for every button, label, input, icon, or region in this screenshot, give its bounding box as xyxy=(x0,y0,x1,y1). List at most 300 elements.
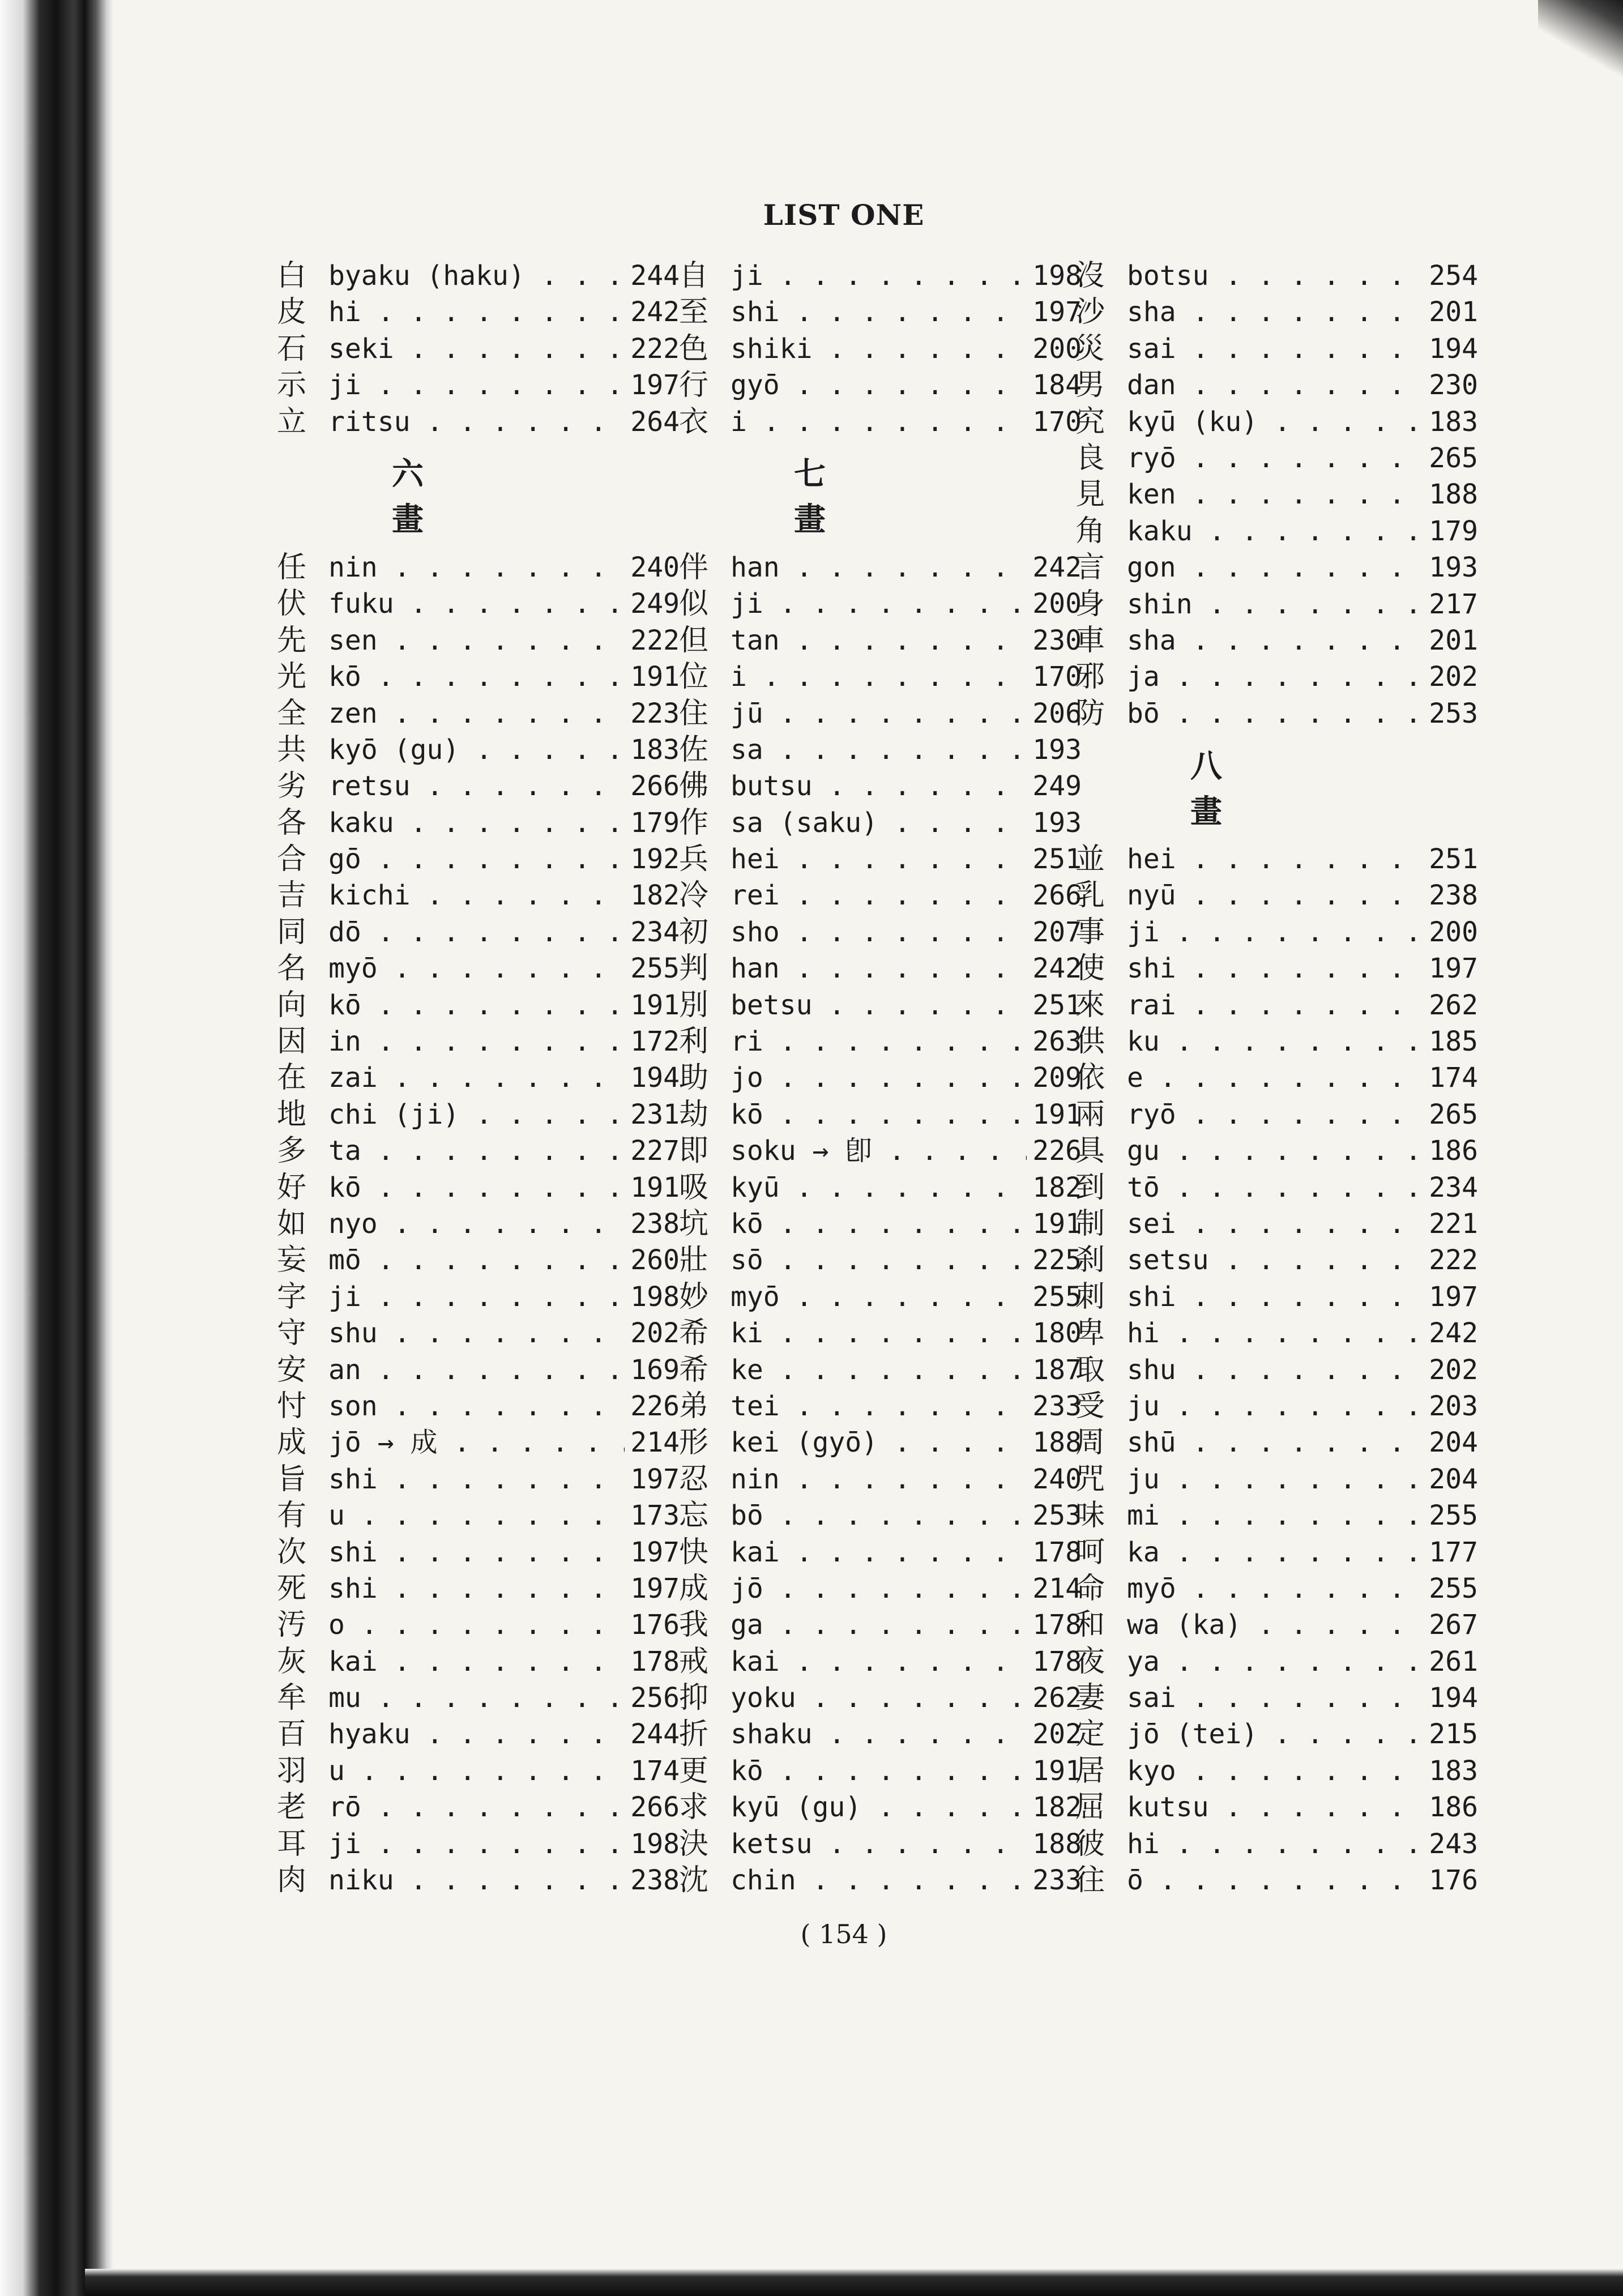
index-entry xyxy=(674,1096,1082,1133)
index-entry xyxy=(674,1680,1082,1716)
entry-page-ref: 191 xyxy=(1027,1753,1082,1789)
entry-reading: kō . . . xyxy=(328,987,680,1023)
entry-page-ref: 240 xyxy=(1027,1461,1082,1497)
entry-reading: jō (tei) . . . xyxy=(1127,1716,1478,1752)
index-entry xyxy=(272,1060,680,1096)
index-column-1 xyxy=(272,258,680,1898)
index-entry xyxy=(1070,1607,1478,1643)
entry-page-ref: 221 xyxy=(1423,1206,1478,1242)
index-entry xyxy=(674,877,1082,914)
entry-reading: sai . . . xyxy=(1127,1680,1478,1716)
entry-kanji: 百 xyxy=(276,1717,306,1752)
index-entry xyxy=(272,1716,680,1752)
entry-reading: sen . . . xyxy=(328,622,680,659)
entry-reading: in . . . xyxy=(328,1023,680,1060)
entry-page-ref: 267 xyxy=(1423,1607,1478,1643)
index-entry xyxy=(674,1424,1082,1461)
entry-page-ref: 223 xyxy=(625,695,680,732)
entry-kanji: 角 xyxy=(1075,514,1105,548)
entry-page-ref: 209 xyxy=(1027,1060,1082,1096)
index-entry xyxy=(1070,877,1478,914)
entry-page-ref: 194 xyxy=(1423,1680,1478,1716)
index-entry xyxy=(1070,1315,1478,1351)
entry-kanji: 似 xyxy=(678,587,708,621)
entry-page-ref: 249 xyxy=(1027,768,1082,804)
entry-kanji: 共 xyxy=(276,732,306,767)
entry-page-ref: 266 xyxy=(1027,877,1082,914)
entry-kanji: 兵 xyxy=(678,842,708,877)
index-entry xyxy=(674,1315,1082,1351)
entry-page-ref: 242 xyxy=(625,294,680,330)
index-entry xyxy=(272,877,680,914)
entry-page-ref: 191 xyxy=(1027,1206,1082,1242)
entry-reading: kyō (gu) . . . xyxy=(328,732,680,768)
index-entry xyxy=(272,695,680,732)
entry-reading: ga . . . xyxy=(731,1607,1082,1643)
index-entry xyxy=(1070,1170,1478,1206)
entry-page-ref: 179 xyxy=(625,805,680,841)
entry-reading: hi . . . xyxy=(328,294,680,330)
index-entry xyxy=(674,732,1082,768)
entry-kanji: 牟 xyxy=(276,1681,306,1715)
entry-reading: shu . . . xyxy=(1127,1352,1478,1388)
index-entry xyxy=(1070,1789,1478,1825)
entry-kanji: 咒 xyxy=(1075,1462,1105,1496)
entry-kanji: 次 xyxy=(276,1535,306,1569)
index-entry xyxy=(272,1206,680,1242)
entry-kanji: 和 xyxy=(1075,1608,1105,1642)
entry-reading: hi . . . xyxy=(1127,1826,1478,1862)
entry-kanji: 我 xyxy=(678,1608,708,1642)
entry-reading: kei (gyō) . . . xyxy=(731,1424,1082,1461)
entry-page-ref: 234 xyxy=(1423,1170,1478,1206)
entry-kanji: 供 xyxy=(1075,1025,1105,1059)
entry-reading: kō . . . xyxy=(731,1753,1082,1789)
entry-page-ref: 201 xyxy=(1423,294,1478,330)
entry-reading: shi . . . xyxy=(1127,1279,1478,1315)
entry-page-ref: 206 xyxy=(1027,695,1082,732)
index-entry xyxy=(674,1716,1082,1752)
entry-page-ref: 170 xyxy=(1027,404,1082,440)
entry-reading: o . . . xyxy=(328,1607,680,1643)
index-entry xyxy=(1070,987,1478,1023)
entry-reading: ku . . . xyxy=(1127,1023,1478,1060)
entry-kanji: 折 xyxy=(678,1717,708,1752)
entry-reading: rai . . . xyxy=(1127,987,1478,1023)
index-entry xyxy=(1070,1716,1478,1752)
entry-page-ref: 255 xyxy=(1423,1571,1478,1607)
index-entry xyxy=(674,1133,1082,1169)
entry-reading: gon . . . xyxy=(1127,549,1478,586)
entry-page-ref: 193 xyxy=(1027,732,1082,768)
entry-reading: tei . . . xyxy=(731,1388,1082,1424)
entry-kanji: 初 xyxy=(678,915,708,949)
entry-page-ref: 188 xyxy=(1027,1826,1082,1862)
index-entry xyxy=(272,294,680,330)
index-entry xyxy=(272,1352,680,1388)
entry-page-ref: 238 xyxy=(1423,877,1478,914)
entry-kanji: 多 xyxy=(276,1134,306,1168)
entry-kanji: 弟 xyxy=(678,1389,708,1423)
index-entry xyxy=(1070,1352,1478,1388)
index-entry xyxy=(272,1680,680,1716)
entry-reading: chi (ji) . . . xyxy=(328,1096,680,1133)
entry-reading: kai . . . xyxy=(328,1644,680,1680)
entry-kanji: 究 xyxy=(1075,404,1105,439)
entry-kanji: 安 xyxy=(276,1352,306,1387)
entry-kanji: 有 xyxy=(276,1499,306,1533)
entry-kanji: 汚 xyxy=(276,1608,306,1642)
entry-reading: soku → 卽 . . . xyxy=(731,1133,1082,1169)
index-entry xyxy=(674,1352,1082,1388)
entry-kanji: 坑 xyxy=(678,1206,708,1241)
entry-kanji: 各 xyxy=(276,805,306,840)
entry-reading: jo . . . xyxy=(731,1060,1082,1096)
index-entry xyxy=(1070,1862,1478,1898)
entry-kanji: 立 xyxy=(276,404,306,439)
entry-page-ref: 197 xyxy=(625,1534,680,1571)
entry-page-ref: 191 xyxy=(1027,1096,1082,1133)
page-corner-shadow xyxy=(1538,0,1623,85)
entry-page-ref: 191 xyxy=(625,987,680,1023)
entry-page-ref: 256 xyxy=(625,1680,680,1716)
index-entry xyxy=(1070,1279,1478,1315)
index-entry xyxy=(1070,1060,1478,1096)
index-entry xyxy=(674,1461,1082,1497)
entry-kanji: 灰 xyxy=(276,1644,306,1679)
index-entry xyxy=(1070,440,1478,476)
entry-page-ref: 169 xyxy=(625,1352,680,1388)
bottom-edge-shadow xyxy=(85,2269,1623,2296)
entry-kanji: 合 xyxy=(276,842,306,877)
index-entry xyxy=(1070,404,1478,440)
index-entry xyxy=(674,622,1082,659)
entry-page-ref: 193 xyxy=(1027,805,1082,841)
entry-reading: bō . . . xyxy=(1127,695,1478,732)
entry-kanji: 肉 xyxy=(276,1863,306,1898)
index-entry xyxy=(1070,1644,1478,1680)
entry-reading: ji . . . xyxy=(731,586,1082,622)
index-entry xyxy=(1070,1096,1478,1133)
entry-page-ref: 183 xyxy=(625,732,680,768)
entry-kanji: 刺 xyxy=(1075,1279,1105,1314)
entry-kanji: 更 xyxy=(678,1753,708,1788)
entry-page-ref: 183 xyxy=(1423,404,1478,440)
entry-reading: kō . . . xyxy=(328,1170,680,1206)
entry-kanji: 旨 xyxy=(276,1462,306,1496)
entry-reading: ji . . . xyxy=(328,367,680,403)
entry-kanji: 示 xyxy=(276,368,306,403)
entry-reading: shaku . . . xyxy=(731,1716,1082,1752)
entry-page-ref: 203 xyxy=(1423,1388,1478,1424)
index-entry xyxy=(674,549,1082,586)
entry-kanji: 忖 xyxy=(276,1389,306,1423)
entry-reading: ji . . . xyxy=(731,258,1082,294)
index-entry xyxy=(674,1023,1082,1060)
book-binding-edge xyxy=(0,0,113,2296)
entry-kanji: 妙 xyxy=(678,1279,708,1314)
entry-kanji: 字 xyxy=(276,1279,306,1314)
index-entry xyxy=(674,805,1082,841)
index-entry xyxy=(1070,1242,1478,1278)
index-entry xyxy=(272,914,680,950)
index-entry xyxy=(1070,1826,1478,1862)
index-entry xyxy=(1070,1534,1478,1571)
entry-page-ref: 180 xyxy=(1027,1315,1082,1351)
index-entry xyxy=(272,1497,680,1534)
entry-page-ref: 255 xyxy=(1027,1279,1082,1315)
entry-kanji: 周 xyxy=(1075,1426,1105,1460)
entry-kanji: 車 xyxy=(1075,623,1105,658)
entry-page-ref: 215 xyxy=(1423,1716,1478,1752)
entry-kanji: 沈 xyxy=(678,1863,708,1898)
entry-reading: kai . . . xyxy=(731,1534,1082,1571)
entry-kanji: 具 xyxy=(1075,1134,1105,1168)
entry-kanji: 先 xyxy=(276,623,306,658)
entry-page-ref: 230 xyxy=(1423,367,1478,403)
entry-reading: hyaku . . . xyxy=(328,1716,680,1752)
entry-reading: sei . . . xyxy=(1127,1206,1478,1242)
entry-reading: dō . . . xyxy=(328,914,680,950)
entry-kanji: 並 xyxy=(1075,842,1105,877)
entry-reading: nyo . . . xyxy=(328,1206,680,1242)
entry-page-ref: 176 xyxy=(1423,1862,1478,1898)
entry-reading: ki . . . xyxy=(731,1315,1082,1351)
index-entry xyxy=(674,1242,1082,1278)
entry-reading: i . . . xyxy=(731,404,1082,440)
entry-kanji: 來 xyxy=(1075,988,1105,1022)
entry-reading: an . . . xyxy=(328,1352,680,1388)
stroke-count-heading-text: 八 畫 xyxy=(1190,747,1290,830)
index-entry xyxy=(1070,331,1478,367)
index-entry xyxy=(272,1644,680,1680)
entry-page-ref: 233 xyxy=(1027,1388,1082,1424)
entry-kanji: 味 xyxy=(1075,1499,1105,1533)
entry-reading: zai . . . xyxy=(328,1060,680,1096)
entry-kanji: 沒 xyxy=(1075,259,1105,293)
index-entry xyxy=(272,1424,680,1461)
entry-reading: ji . . . xyxy=(328,1279,680,1315)
entry-kanji: 衣 xyxy=(678,404,708,439)
entry-kanji: 伏 xyxy=(276,587,306,621)
entry-page-ref: 179 xyxy=(1423,513,1478,549)
index-entry xyxy=(674,695,1082,732)
entry-page-ref: 191 xyxy=(625,1170,680,1206)
entry-kanji: 希 xyxy=(678,1352,708,1387)
entry-kanji: 至 xyxy=(678,295,708,330)
entry-kanji: 往 xyxy=(1075,1863,1105,1898)
entry-page-ref: 201 xyxy=(1423,622,1478,659)
entry-reading: kō . . . xyxy=(731,1206,1082,1242)
entry-page-ref: 262 xyxy=(1423,987,1478,1023)
entry-page-ref: 187 xyxy=(1027,1352,1082,1388)
entry-page-ref: 214 xyxy=(1027,1571,1082,1607)
entry-kanji: 忍 xyxy=(678,1462,708,1496)
entry-reading: kichi . . . xyxy=(328,877,680,914)
entry-reading: u . . . xyxy=(328,1753,680,1789)
entry-reading: rō . . . xyxy=(328,1789,680,1825)
entry-page-ref: 231 xyxy=(625,1096,680,1133)
entry-reading: nyū . . . xyxy=(1127,877,1478,914)
entry-page-ref: 202 xyxy=(625,1315,680,1351)
entry-reading: rei . . . xyxy=(731,877,1082,914)
entry-page-ref: 225 xyxy=(1027,1242,1082,1278)
entry-page-ref: 178 xyxy=(1027,1644,1082,1680)
index-entry xyxy=(674,294,1082,330)
entry-kanji: 位 xyxy=(678,660,708,694)
index-entry xyxy=(674,1644,1082,1680)
entry-reading: u . . . xyxy=(328,1497,680,1534)
entry-kanji: 地 xyxy=(276,1097,306,1132)
entry-kanji: 妻 xyxy=(1075,1681,1105,1715)
entry-kanji: 制 xyxy=(1075,1206,1105,1241)
entry-kanji: 名 xyxy=(276,951,306,986)
entry-kanji: 羽 xyxy=(276,1753,306,1788)
index-entry xyxy=(674,950,1082,987)
entry-reading: kaku . . . xyxy=(328,805,680,841)
entry-reading: ja . . . xyxy=(1127,659,1478,695)
entry-reading: yoku . . . xyxy=(731,1680,1082,1716)
entry-kanji: 事 xyxy=(1075,915,1105,949)
entry-kanji: 石 xyxy=(276,331,306,366)
stroke-count-heading xyxy=(272,440,680,549)
entry-page-ref: 261 xyxy=(1423,1644,1478,1680)
entry-kanji: 卑 xyxy=(1075,1316,1105,1351)
index-entry xyxy=(272,1096,680,1133)
entry-reading: sha . . . xyxy=(1127,294,1478,330)
entry-kanji: 刹 xyxy=(1075,1243,1105,1278)
entry-reading: shi . . . xyxy=(731,294,1082,330)
index-entry xyxy=(272,987,680,1023)
index-entry xyxy=(1070,476,1478,513)
entry-reading: sho . . . xyxy=(731,914,1082,950)
entry-reading: bō . . . xyxy=(731,1497,1082,1534)
entry-page-ref: 172 xyxy=(625,1023,680,1060)
entry-page-ref: 170 xyxy=(1027,659,1082,695)
entry-kanji: 定 xyxy=(1075,1717,1105,1752)
index-entry xyxy=(272,622,680,659)
entry-kanji: 好 xyxy=(276,1170,306,1205)
entry-page-ref: 265 xyxy=(1423,1096,1478,1133)
entry-kanji: 見 xyxy=(1075,477,1105,512)
entry-kanji: 求 xyxy=(678,1790,708,1825)
index-entry xyxy=(272,1753,680,1789)
index-entry xyxy=(272,258,680,294)
entry-reading: chin . . . xyxy=(731,1862,1082,1898)
index-entry xyxy=(272,659,680,695)
entry-reading: seki . . . xyxy=(328,331,680,367)
entry-page-ref: 198 xyxy=(1027,258,1082,294)
index-column-3 xyxy=(1070,258,1478,1898)
index-entry xyxy=(1070,367,1478,403)
entry-kanji: 吸 xyxy=(678,1170,708,1205)
entry-kanji: 沙 xyxy=(1075,295,1105,330)
index-entry xyxy=(674,367,1082,403)
entry-reading: kō . . . xyxy=(328,659,680,695)
index-entry xyxy=(674,1789,1082,1825)
index-entry xyxy=(674,1826,1082,1862)
entry-reading: shi . . . xyxy=(328,1571,680,1607)
entry-page-ref: 243 xyxy=(1423,1826,1478,1862)
entry-reading: hei . . . xyxy=(1127,841,1478,877)
entry-reading: gyō . . . xyxy=(731,367,1082,403)
index-entry xyxy=(674,1388,1082,1424)
entry-page-ref: 227 xyxy=(625,1133,680,1169)
index-entry xyxy=(272,1461,680,1497)
entry-page-ref: 200 xyxy=(1027,586,1082,622)
entry-reading: kō . . . xyxy=(731,1096,1082,1133)
entry-reading: i . . . xyxy=(731,659,1082,695)
entry-page-ref: 200 xyxy=(1027,331,1082,367)
entry-kanji: 決 xyxy=(678,1826,708,1861)
index-entry xyxy=(1070,513,1478,549)
entry-page-ref: 262 xyxy=(1027,1680,1082,1716)
entry-page-ref: 238 xyxy=(625,1206,680,1242)
entry-page-ref: 182 xyxy=(1027,1170,1082,1206)
entry-kanji: 皮 xyxy=(276,295,306,330)
stroke-count-heading xyxy=(1070,732,1478,841)
entry-reading: ketsu . . . xyxy=(731,1826,1082,1862)
entry-kanji: 作 xyxy=(678,805,708,840)
entry-page-ref: 177 xyxy=(1423,1534,1478,1571)
entry-page-ref: 226 xyxy=(625,1388,680,1424)
index-entry xyxy=(674,1497,1082,1534)
entry-page-ref: 204 xyxy=(1423,1461,1478,1497)
entry-reading: myō . . . xyxy=(731,1279,1082,1315)
entry-reading: ō . . . xyxy=(1127,1862,1478,1898)
entry-page-ref: 185 xyxy=(1423,1023,1478,1060)
entry-kanji: 邪 xyxy=(1075,660,1105,694)
entry-kanji: 壯 xyxy=(678,1243,708,1278)
index-entry xyxy=(1070,1206,1478,1242)
entry-reading: betsu . . . xyxy=(731,987,1082,1023)
index-entry xyxy=(1070,1497,1478,1534)
entry-page-ref: 238 xyxy=(625,1862,680,1898)
entry-kanji: 成 xyxy=(276,1426,306,1460)
entry-page-ref: 186 xyxy=(1423,1789,1478,1825)
index-entry xyxy=(1070,294,1478,330)
index-entry xyxy=(1070,841,1478,877)
index-entry xyxy=(272,1862,680,1898)
entry-kanji: 形 xyxy=(678,1426,708,1460)
entry-page-ref: 202 xyxy=(1423,1352,1478,1388)
entry-reading: han . . . xyxy=(731,950,1082,987)
entry-kanji: 希 xyxy=(678,1316,708,1351)
entry-kanji: 全 xyxy=(276,696,306,731)
entry-kanji: 任 xyxy=(276,550,306,584)
entry-page-ref: 222 xyxy=(625,331,680,367)
index-entry xyxy=(1070,1023,1478,1060)
entry-page-ref: 260 xyxy=(625,1242,680,1278)
entry-kanji: 夜 xyxy=(1075,1644,1105,1679)
entry-page-ref: 198 xyxy=(625,1826,680,1862)
entry-reading: ju . . . xyxy=(1127,1388,1478,1424)
index-entry xyxy=(272,1279,680,1315)
entry-page-ref: 188 xyxy=(1027,1424,1082,1461)
entry-kanji: 快 xyxy=(678,1535,708,1569)
entry-reading: jū . . . xyxy=(731,695,1082,732)
index-entry xyxy=(1070,1680,1478,1716)
entry-page-ref: 240 xyxy=(625,549,680,586)
entry-kanji: 乳 xyxy=(1075,878,1105,913)
entry-reading: son . . . xyxy=(328,1388,680,1424)
entry-reading: ritsu . . . xyxy=(328,404,680,440)
index-entry xyxy=(272,1170,680,1206)
entry-kanji: 防 xyxy=(1075,696,1105,731)
entry-page-ref: 197 xyxy=(625,1571,680,1607)
entry-page-ref: 266 xyxy=(625,768,680,804)
index-entry xyxy=(1070,1133,1478,1169)
